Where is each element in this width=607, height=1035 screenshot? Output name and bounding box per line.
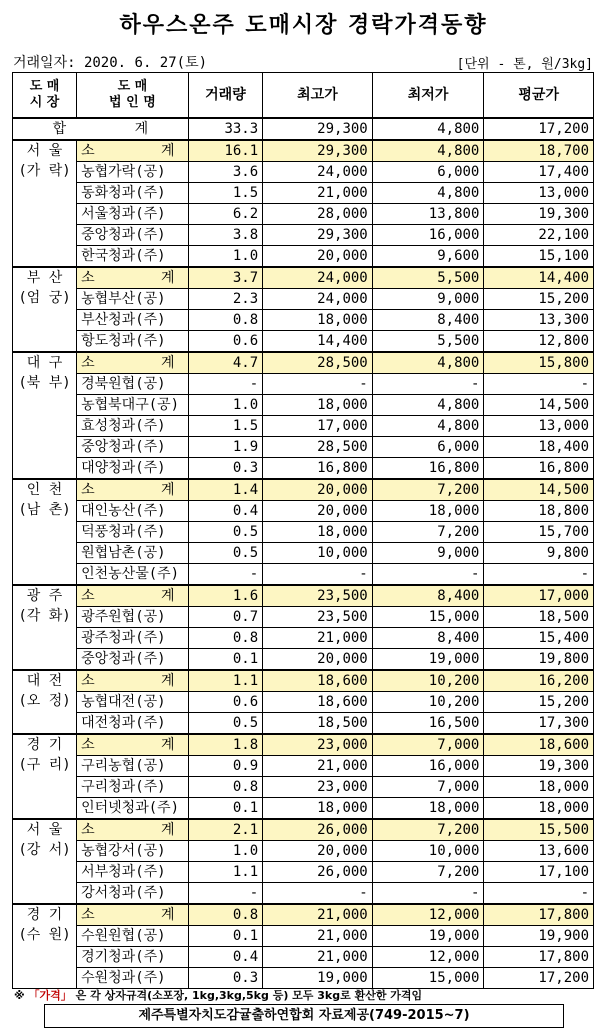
cell-min: 5,500	[372, 331, 484, 353]
unit-label: [단위 - 톤, 원/3kg]	[456, 57, 593, 72]
corp-name: 구리청과(주)	[77, 777, 189, 798]
cell-avg: 18,000	[484, 777, 594, 798]
table-row	[13, 331, 594, 353]
cell-min: 4,800	[372, 416, 484, 437]
cell-avg: 17,100	[484, 862, 594, 883]
cell-min: 16,000	[372, 756, 484, 777]
cell-min: -	[372, 883, 484, 905]
cell-max: 16,800	[263, 458, 373, 480]
cell-min: 8,400	[372, 628, 484, 649]
cell-avg: 17,800	[484, 904, 594, 926]
cell-avg: -	[484, 883, 594, 905]
corp-name: 한국청과(주)	[77, 246, 189, 268]
corp-name: 부산청과(주)	[77, 310, 189, 331]
cell-avg: -	[484, 374, 594, 395]
table-row	[13, 522, 594, 543]
cell-max: 17,000	[263, 416, 373, 437]
market-name	[13, 352, 77, 479]
corp-name: 효성청과(주)	[77, 416, 189, 437]
corp-name: 중앙청과(주)	[77, 225, 189, 246]
subtotal-label: 소 계	[77, 734, 189, 756]
cell-max: 28,500	[263, 437, 373, 458]
market-city: 대 전	[26, 673, 63, 689]
total-max: 29,300	[263, 118, 373, 140]
table-row	[13, 310, 594, 331]
subtotal-label: 소 계	[77, 819, 189, 841]
cell-avg: 14,500	[484, 479, 594, 501]
cell-volume: 0.5	[188, 713, 262, 735]
footnote	[14, 987, 422, 1003]
cell-volume: 1.8	[188, 734, 262, 756]
cell-min: 10,200	[372, 692, 484, 713]
table-row	[13, 777, 594, 798]
market-city: 광 주	[26, 588, 63, 604]
cell-avg: 9,800	[484, 543, 594, 564]
corp-name: 광주청과(주)	[77, 628, 189, 649]
subtotal-row	[13, 670, 594, 692]
cell-min: 12,000	[372, 947, 484, 968]
cell-max: 10,000	[263, 543, 373, 564]
cell-volume: 1.1	[188, 862, 262, 883]
cell-max: 21,000	[263, 947, 373, 968]
header-corp	[77, 73, 189, 119]
subtotal-row	[13, 585, 594, 607]
cell-volume: 6.2	[188, 204, 262, 225]
cell-volume: 0.5	[188, 522, 262, 543]
cell-max: 28,000	[263, 204, 373, 225]
cell-min: 9,600	[372, 246, 484, 268]
subtotal-label: 소 계	[77, 904, 189, 926]
cell-max: 18,000	[263, 310, 373, 331]
cell-min: 8,400	[372, 310, 484, 331]
subtotal-row	[13, 734, 594, 756]
cell-avg: 15,100	[484, 246, 594, 268]
cell-avg: 17,300	[484, 713, 594, 735]
note-mark: ※	[14, 989, 25, 1002]
cell-avg: 19,900	[484, 926, 594, 947]
cell-volume: 0.8	[188, 777, 262, 798]
cell-min: 13,800	[372, 204, 484, 225]
cell-volume: 1.6	[188, 585, 262, 607]
header-volume: 거래량	[188, 73, 262, 119]
total-min: 4,800	[372, 118, 484, 140]
cell-min: 16,500	[372, 713, 484, 735]
cell-max: 24,000	[263, 267, 373, 289]
cell-avg: -	[484, 564, 594, 586]
corp-name: 농협가락(공)	[77, 162, 189, 183]
cell-volume: 0.6	[188, 331, 262, 353]
cell-max: 23,000	[263, 777, 373, 798]
corp-name: 농협대전(공)	[77, 692, 189, 713]
cell-min: 9,000	[372, 289, 484, 310]
cell-max: 21,000	[263, 628, 373, 649]
market-name	[13, 267, 77, 352]
table-row	[13, 204, 594, 225]
cell-volume: 0.5	[188, 543, 262, 564]
cell-min: 10,200	[372, 670, 484, 692]
cell-max: 18,500	[263, 713, 373, 735]
cell-min: 16,800	[372, 458, 484, 480]
table-row	[13, 162, 594, 183]
table-row	[13, 564, 594, 586]
market-district: (남 촌)	[18, 502, 71, 518]
cell-max: 28,500	[263, 352, 373, 374]
market-city: 경 기	[26, 907, 63, 923]
cell-max: 26,000	[263, 862, 373, 883]
cell-min: 7,000	[372, 734, 484, 756]
cell-max: 23,500	[263, 607, 373, 628]
cell-avg: 18,700	[484, 140, 594, 162]
corp-name: 수원원협(공)	[77, 926, 189, 947]
cell-avg: 15,700	[484, 522, 594, 543]
cell-max: 18,000	[263, 798, 373, 820]
cell-min: 16,000	[372, 225, 484, 246]
cell-min: 19,000	[372, 649, 484, 671]
cell-avg: 15,400	[484, 628, 594, 649]
market-district: (강 서)	[18, 842, 71, 858]
cell-max: 21,000	[263, 904, 373, 926]
header-min: 최저가	[372, 73, 484, 119]
subtotal-label: 소 계	[77, 585, 189, 607]
cell-max: 18,600	[263, 670, 373, 692]
market-city: 부 산	[26, 270, 63, 286]
cell-max: -	[263, 564, 373, 586]
cell-volume: 0.1	[188, 798, 262, 820]
cell-max: 26,000	[263, 819, 373, 841]
cell-avg: 18,600	[484, 734, 594, 756]
corp-name: 강서청과(주)	[77, 883, 189, 905]
table-row	[13, 395, 594, 416]
cell-max: 18,000	[263, 522, 373, 543]
header-avg: 평균가	[484, 73, 594, 119]
table-row	[13, 713, 594, 735]
cell-volume: 0.8	[188, 904, 262, 926]
cell-avg: 16,800	[484, 458, 594, 480]
cell-avg: 22,100	[484, 225, 594, 246]
cell-min: 4,800	[372, 352, 484, 374]
cell-max: 20,000	[263, 246, 373, 268]
total-avg: 17,200	[484, 118, 594, 140]
cell-avg: 17,000	[484, 585, 594, 607]
cell-volume: 0.3	[188, 968, 262, 989]
corp-name: 인터넷청과(주)	[77, 798, 189, 820]
cell-min: 10,000	[372, 841, 484, 862]
corp-name: 광주원협(공)	[77, 607, 189, 628]
cell-max: 23,500	[263, 585, 373, 607]
market-district: (가 락)	[18, 163, 71, 179]
table-row	[13, 692, 594, 713]
subtotal-row	[13, 819, 594, 841]
corp-name: 경기청과(주)	[77, 947, 189, 968]
cell-volume: 0.8	[188, 628, 262, 649]
cell-avg: 15,200	[484, 289, 594, 310]
market-city: 대 구	[26, 355, 63, 371]
cell-volume: 0.6	[188, 692, 262, 713]
total-label: 합 계	[13, 118, 189, 140]
header-row	[13, 73, 594, 119]
cell-volume: 3.7	[188, 267, 262, 289]
table-row	[13, 883, 594, 905]
cell-min: 8,400	[372, 585, 484, 607]
table-row	[13, 543, 594, 564]
cell-volume: 2.1	[188, 819, 262, 841]
corp-name: 대양청과(주)	[77, 458, 189, 480]
cell-min: 15,000	[372, 607, 484, 628]
market-district: (구 리)	[18, 757, 71, 773]
cell-min: 19,000	[372, 926, 484, 947]
cell-max: 21,000	[263, 926, 373, 947]
cell-max: 18,000	[263, 395, 373, 416]
subtotal-label: 소 계	[77, 352, 189, 374]
cell-avg: 17,800	[484, 947, 594, 968]
cell-avg: 18,400	[484, 437, 594, 458]
corp-name: 동화청과(주)	[77, 183, 189, 204]
table-row	[13, 841, 594, 862]
cell-volume: 0.3	[188, 458, 262, 480]
corp-name: 항도청과(주)	[77, 331, 189, 353]
cell-avg: 19,300	[484, 756, 594, 777]
market-name	[13, 734, 77, 819]
cell-max: 20,000	[263, 501, 373, 522]
cell-volume: 1.0	[188, 246, 262, 268]
header-corp-top: 도 매	[117, 79, 148, 94]
cell-avg: 14,400	[484, 267, 594, 289]
header-market-bottom: 시 장	[29, 95, 60, 110]
cell-avg: 17,400	[484, 162, 594, 183]
cell-min: 4,800	[372, 140, 484, 162]
cell-min: 18,000	[372, 798, 484, 820]
cell-volume: 0.8	[188, 310, 262, 331]
cell-max: -	[263, 374, 373, 395]
table-row	[13, 649, 594, 671]
cell-volume: 0.1	[188, 649, 262, 671]
market-district: (엄 궁)	[18, 290, 71, 306]
cell-avg: 13,000	[484, 416, 594, 437]
cell-min: 7,200	[372, 522, 484, 543]
subtotal-label: 소 계	[77, 140, 189, 162]
table-row	[13, 862, 594, 883]
cell-max: 29,300	[263, 225, 373, 246]
table-row	[13, 607, 594, 628]
cell-min: 7,000	[372, 777, 484, 798]
corp-name: 중앙청과(주)	[77, 649, 189, 671]
cell-min: 4,800	[372, 183, 484, 204]
cell-max: 14,400	[263, 331, 373, 353]
corp-name: 서부청과(주)	[77, 862, 189, 883]
cell-volume: 1.0	[188, 395, 262, 416]
cell-max: 19,000	[263, 968, 373, 989]
market-city: 인 천	[26, 482, 63, 498]
cell-volume: 0.1	[188, 926, 262, 947]
cell-min: -	[372, 374, 484, 395]
cell-min: 5,500	[372, 267, 484, 289]
corp-name: 인천농산물(주)	[77, 564, 189, 586]
cell-min: -	[372, 564, 484, 586]
cell-max: 20,000	[263, 841, 373, 862]
cell-volume: 3.8	[188, 225, 262, 246]
note-highlight: 「가격」	[28, 989, 72, 1002]
cell-min: 6,000	[372, 437, 484, 458]
table-row	[13, 501, 594, 522]
subtotal-label: 소 계	[77, 267, 189, 289]
cell-volume: 1.5	[188, 416, 262, 437]
market-name	[13, 670, 77, 734]
cell-avg: 13,600	[484, 841, 594, 862]
total-volume: 33.3	[188, 118, 262, 140]
header-max: 최고가	[263, 73, 373, 119]
corp-name: 대전청과(주)	[77, 713, 189, 735]
market-name	[13, 904, 77, 989]
cell-max: 24,000	[263, 289, 373, 310]
subtotal-row	[13, 904, 594, 926]
cell-volume: 3.6	[188, 162, 262, 183]
market-name	[13, 819, 77, 904]
corp-name: 덕풍청과(주)	[77, 522, 189, 543]
cell-max: -	[263, 883, 373, 905]
table-row	[13, 416, 594, 437]
cell-max: 20,000	[263, 479, 373, 501]
cell-avg: 18,500	[484, 607, 594, 628]
cell-avg: 16,200	[484, 670, 594, 692]
table-row	[13, 458, 594, 480]
trade-date: 거래일자: 2020. 6. 27(토)	[13, 55, 208, 71]
price-table	[12, 72, 594, 989]
total-row	[13, 118, 594, 140]
cell-volume: -	[188, 374, 262, 395]
page-title: 하우스온주 도매시장 경락가격동향	[119, 13, 488, 38]
subtotal-row	[13, 267, 594, 289]
corp-name: 원협남촌(공)	[77, 543, 189, 564]
cell-avg: 15,200	[484, 692, 594, 713]
cell-volume: -	[188, 564, 262, 586]
cell-avg: 13,000	[484, 183, 594, 204]
cell-max: 23,000	[263, 734, 373, 756]
corp-name: 구리농협(공)	[77, 756, 189, 777]
cell-avg: 15,500	[484, 819, 594, 841]
cell-max: 29,300	[263, 140, 373, 162]
market-city: 서 울	[26, 143, 63, 159]
market-district: (북 부)	[18, 375, 71, 391]
cell-volume: 1.0	[188, 841, 262, 862]
data-credit: 제주특별자치도감귤출하연합회 자료제공(749-2015~7)	[44, 1004, 564, 1028]
corp-name: 농협북대구(공)	[77, 395, 189, 416]
cell-min: 15,000	[372, 968, 484, 989]
header-market-top: 도 매	[29, 79, 60, 94]
cell-min: 6,000	[372, 162, 484, 183]
cell-avg: 17,200	[484, 968, 594, 989]
table-row	[13, 374, 594, 395]
cell-avg: 18,000	[484, 798, 594, 820]
table-row	[13, 968, 594, 989]
corp-name: 서울청과(주)	[77, 204, 189, 225]
corp-name: 수원청과(주)	[77, 968, 189, 989]
corp-name: 경북원협(공)	[77, 374, 189, 395]
cell-volume: 1.4	[188, 479, 262, 501]
table-row	[13, 798, 594, 820]
table-row	[13, 183, 594, 204]
table-row	[13, 289, 594, 310]
market-city: 서 울	[26, 822, 63, 838]
market-district: (수 원)	[18, 927, 71, 943]
corp-name: 대인농산(주)	[77, 501, 189, 522]
market-district: (각 화)	[18, 608, 71, 624]
cell-volume: 0.9	[188, 756, 262, 777]
cell-min: 7,200	[372, 819, 484, 841]
cell-volume: -	[188, 883, 262, 905]
market-district: (오 정)	[18, 693, 71, 709]
cell-min: 4,800	[372, 395, 484, 416]
header-market	[13, 73, 77, 119]
market-name	[13, 479, 77, 585]
cell-avg: 13,300	[484, 310, 594, 331]
cell-volume: 0.4	[188, 501, 262, 522]
subtotal-row	[13, 479, 594, 501]
table-row	[13, 947, 594, 968]
market-name	[13, 585, 77, 670]
corp-name: 중앙청과(주)	[77, 437, 189, 458]
cell-min: 9,000	[372, 543, 484, 564]
cell-volume: 4.7	[188, 352, 262, 374]
cell-volume: 1.5	[188, 183, 262, 204]
cell-volume: 0.7	[188, 607, 262, 628]
cell-min: 12,000	[372, 904, 484, 926]
table-row	[13, 246, 594, 268]
subtotal-label: 소 계	[77, 479, 189, 501]
cell-avg: 19,300	[484, 204, 594, 225]
cell-max: 20,000	[263, 649, 373, 671]
table-row	[13, 628, 594, 649]
cell-min: 7,200	[372, 479, 484, 501]
subtotal-row	[13, 140, 594, 162]
note-text: 은 각 상자규격(소포장, 1kg,3kg,5kg 등) 모두 3kg로 환산한 가격임	[75, 989, 423, 1002]
cell-max: 24,000	[263, 162, 373, 183]
market-city: 경 기	[26, 737, 63, 753]
subtotal-row	[13, 352, 594, 374]
cell-max: 18,600	[263, 692, 373, 713]
cell-avg: 19,800	[484, 649, 594, 671]
cell-avg: 14,500	[484, 395, 594, 416]
subtotal-label: 소 계	[77, 670, 189, 692]
table-row	[13, 225, 594, 246]
cell-avg: 12,800	[484, 331, 594, 353]
cell-max: 21,000	[263, 183, 373, 204]
cell-avg: 15,800	[484, 352, 594, 374]
cell-volume: 2.3	[188, 289, 262, 310]
header-corp-bottom: 법 인 명	[109, 95, 156, 110]
corp-name: 농협강서(공)	[77, 841, 189, 862]
cell-min: 7,200	[372, 862, 484, 883]
cell-volume: 0.4	[188, 947, 262, 968]
cell-min: 18,000	[372, 501, 484, 522]
market-name	[13, 140, 77, 267]
corp-name: 농협부산(공)	[77, 289, 189, 310]
cell-volume: 1.9	[188, 437, 262, 458]
cell-max: 21,000	[263, 756, 373, 777]
table-row	[13, 437, 594, 458]
cell-volume: 16.1	[188, 140, 262, 162]
table-row	[13, 926, 594, 947]
cell-volume: 1.1	[188, 670, 262, 692]
table-row	[13, 756, 594, 777]
cell-avg: 18,800	[484, 501, 594, 522]
